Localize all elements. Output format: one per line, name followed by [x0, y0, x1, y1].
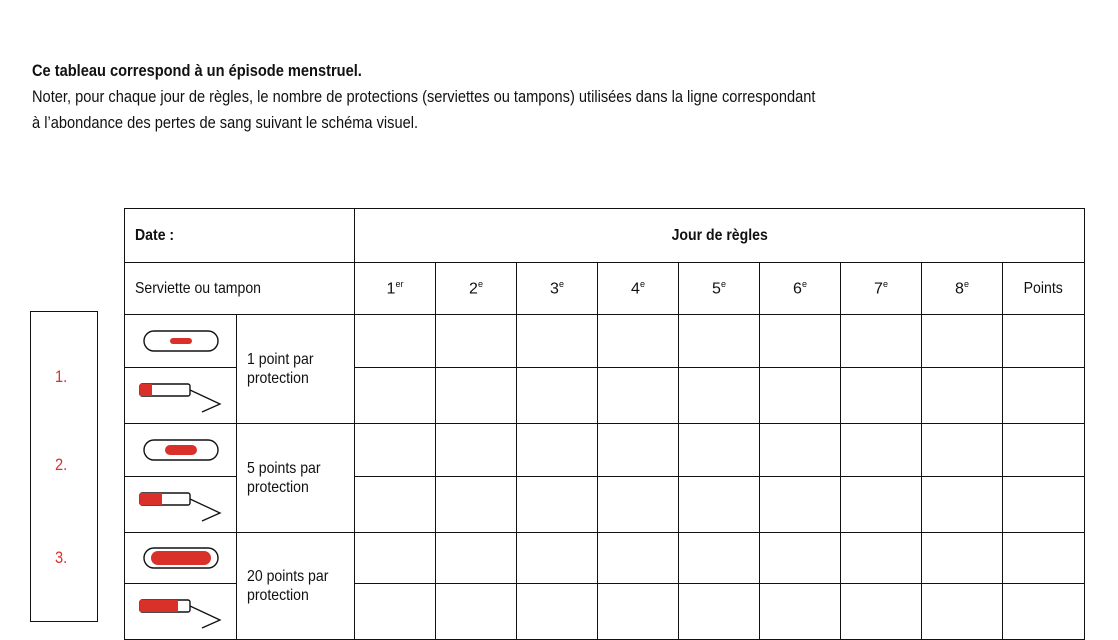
level-1-tampon-day-7[interactable] — [841, 368, 922, 424]
level-2-pad-icon-cell — [125, 424, 237, 477]
level-2-tampon-day-8[interactable] — [922, 477, 1003, 533]
day-header-8: 8e — [922, 263, 1003, 315]
protection-header-cell — [125, 263, 355, 315]
header-row — [125, 209, 1085, 263]
flow-level-1: 1. — [55, 367, 68, 386]
day-header-5: 5e — [679, 263, 760, 315]
level-2-tampon-day-2[interactable] — [436, 477, 517, 533]
level-2-tampon-points[interactable] — [1003, 477, 1085, 533]
level-2-pad-day-3[interactable] — [517, 424, 598, 477]
day-header-2: 2e — [436, 263, 517, 315]
flow-level-box — [30, 311, 98, 622]
level-1-pad-day-8[interactable] — [922, 315, 1003, 368]
level-3-pad-day-7[interactable] — [841, 533, 922, 584]
menstrual-chart — [124, 208, 1085, 640]
level-3-pad-day-8[interactable] — [922, 533, 1003, 584]
level-3-points-label-cell — [237, 533, 355, 640]
level-2-tampon-day-1[interactable] — [355, 477, 436, 533]
period-header: Jour de règles — [671, 226, 768, 244]
level-3-tampon-points[interactable] — [1003, 584, 1085, 640]
sanitary-pad-icon — [143, 329, 219, 353]
flow-level-2: 2. — [55, 455, 68, 474]
level-3-tampon-day-7[interactable] — [841, 584, 922, 640]
instructions-title: Ce tableau correspond à un épisode menstruel. — [32, 61, 362, 80]
level-3-tampon-icon-cell — [125, 584, 237, 640]
level-2-points-label: 5 points par protection — [247, 460, 321, 496]
tampon-icon — [138, 592, 224, 632]
level-2-tampon-icon-cell — [125, 477, 237, 533]
level-2-pad-row — [125, 424, 1085, 477]
day-row — [125, 263, 1085, 315]
instructions-line-1: Noter, pour chaque jour de règles, le nombre de protections (serviettes ou tampons) utilisées dans la ligne correspondant — [32, 87, 816, 106]
level-2-pad-day-4[interactable] — [598, 424, 679, 477]
level-1-points-label: 1 point par protection — [247, 351, 314, 387]
level-2-points-label-cell — [237, 424, 355, 533]
level-1-pad-row — [125, 315, 1085, 368]
level-1-tampon-day-5[interactable] — [679, 368, 760, 424]
sanitary-pad-icon — [143, 438, 219, 462]
instructions-line-2: à l’abondance des pertes de sang suivant le schéma visuel. — [32, 113, 419, 132]
level-2-pad-day-8[interactable] — [922, 424, 1003, 477]
level-1-pad-points[interactable] — [1003, 315, 1085, 368]
level-1-pad-icon-cell — [125, 315, 237, 368]
level-1-pad-day-6[interactable] — [760, 315, 841, 368]
day-header-6: 6e — [760, 263, 841, 315]
points-header: Points — [1023, 279, 1064, 297]
level-1-tampon-day-1[interactable] — [355, 368, 436, 424]
protection-header: Serviette ou tampon — [135, 279, 262, 297]
level-3-tampon-day-6[interactable] — [760, 584, 841, 640]
level-2-tampon-day-7[interactable] — [841, 477, 922, 533]
points-header-cell — [1003, 263, 1085, 315]
menstrual-table — [124, 208, 1085, 640]
level-3-pad-day-3[interactable] — [517, 533, 598, 584]
level-3-tampon-day-5[interactable] — [679, 584, 760, 640]
level-3-pad-points[interactable] — [1003, 533, 1085, 584]
level-1-pad-day-2[interactable] — [436, 315, 517, 368]
date-cell[interactable] — [125, 209, 355, 263]
level-1-pad-day-7[interactable] — [841, 315, 922, 368]
level-1-tampon-day-2[interactable] — [436, 368, 517, 424]
level-1-points-label-cell — [237, 315, 355, 424]
level-3-tampon-day-8[interactable] — [922, 584, 1003, 640]
tampon-icon — [138, 485, 224, 525]
level-3-pad-day-5[interactable] — [679, 533, 760, 584]
level-2-pad-day-7[interactable] — [841, 424, 922, 477]
level-3-pad-icon-cell — [125, 533, 237, 584]
level-2-tampon-day-6[interactable] — [760, 477, 841, 533]
level-1-tampon-day-8[interactable] — [922, 368, 1003, 424]
level-3-pad-day-1[interactable] — [355, 533, 436, 584]
day-header-4: 4e — [598, 263, 679, 315]
level-2-tampon-day-4[interactable] — [598, 477, 679, 533]
level-3-points-label: 20 points par protection — [247, 568, 329, 604]
level-2-pad-day-6[interactable] — [760, 424, 841, 477]
level-3-pad-day-2[interactable] — [436, 533, 517, 584]
level-3-pad-day-4[interactable] — [598, 533, 679, 584]
level-3-tampon-day-1[interactable] — [355, 584, 436, 640]
day-header-1: 1er — [355, 263, 436, 315]
level-2-tampon-day-3[interactable] — [517, 477, 598, 533]
level-1-pad-day-3[interactable] — [517, 315, 598, 368]
level-1-tampon-icon-cell — [125, 368, 237, 424]
sanitary-pad-icon — [143, 546, 219, 570]
tampon-icon — [138, 376, 224, 416]
level-3-tampon-day-3[interactable] — [517, 584, 598, 640]
level-2-pad-day-1[interactable] — [355, 424, 436, 477]
level-1-pad-day-4[interactable] — [598, 315, 679, 368]
level-1-tampon-day-4[interactable] — [598, 368, 679, 424]
day-header-7: 7e — [841, 263, 922, 315]
level-1-pad-day-5[interactable] — [679, 315, 760, 368]
level-1-tampon-points[interactable] — [1003, 368, 1085, 424]
instructions — [32, 58, 1092, 136]
day-header-3: 3e — [517, 263, 598, 315]
flow-level-3: 3. — [55, 548, 68, 567]
level-3-tampon-day-4[interactable] — [598, 584, 679, 640]
level-2-pad-points[interactable] — [1003, 424, 1085, 477]
level-3-pad-row — [125, 533, 1085, 584]
level-1-tampon-day-6[interactable] — [760, 368, 841, 424]
period-header-cell — [355, 209, 1085, 263]
level-2-tampon-day-5[interactable] — [679, 477, 760, 533]
level-2-pad-day-2[interactable] — [436, 424, 517, 477]
level-3-tampon-day-2[interactable] — [436, 584, 517, 640]
level-1-tampon-day-3[interactable] — [517, 368, 598, 424]
date-label: Date : — [135, 226, 175, 244]
level-2-pad-day-5[interactable] — [679, 424, 760, 477]
level-3-pad-day-6[interactable] — [760, 533, 841, 584]
level-1-pad-day-1[interactable] — [355, 315, 436, 368]
